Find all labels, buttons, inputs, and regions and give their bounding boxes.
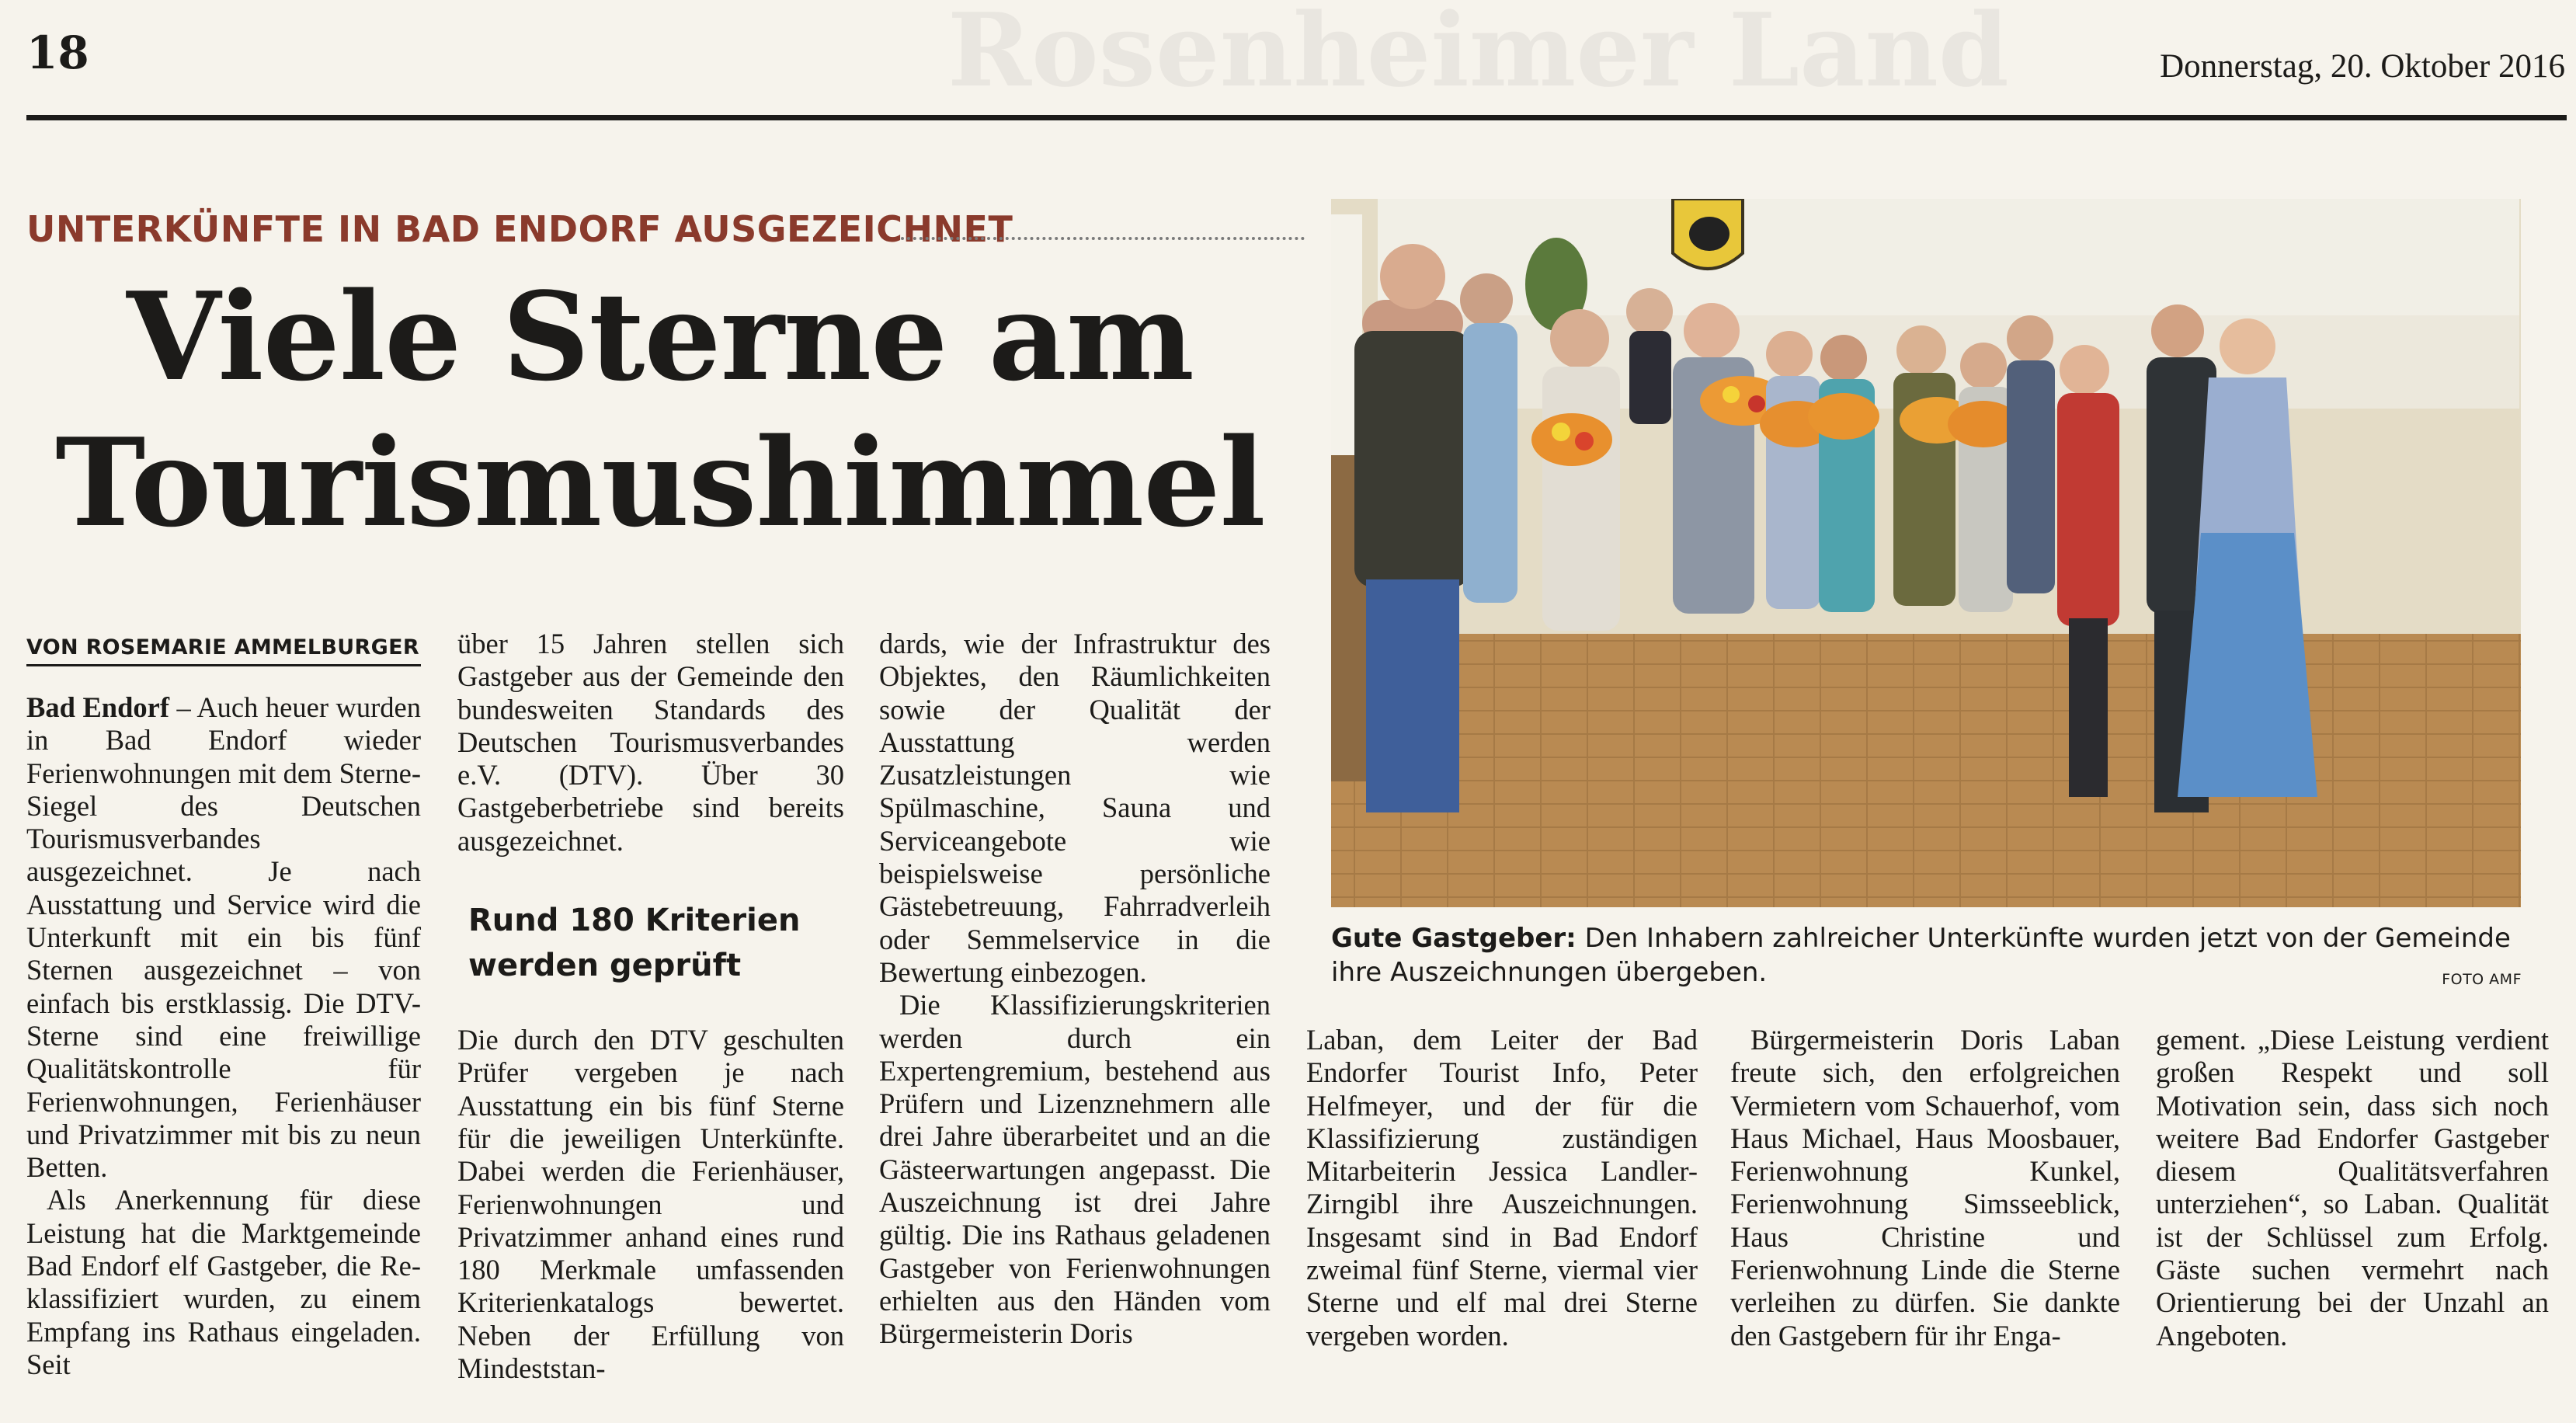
paragraph: gement. „Diese Leistung verdient großen Respekt und soll Motivation sein, dass sich noch weitere Bad Endorfer Gastgeber diesem Qualitätsverfahren unterziehen“, so Laban. Qualität ist der Schlüssel zum Erfolg. Gäste suchen vermehrt nach Orientierung bei der Unzahl an Angeboten.	[2156, 1024, 2549, 1352]
article-subhead: Rund 180 Kriterien werden geprüft	[468, 903, 801, 984]
headline-line-2: Tourismushimmel	[55, 412, 1265, 554]
text-column-4	[1306, 1024, 1698, 1352]
paragraph: über 15 Jahren stellen sich Gastgeber aus der Gemeinde den bundesweiten Standards des Deutschen Tourismusverbandes e.V. (DTV). Über 30 Gastgeberbetriebe sind bereits ausgezeichnet.	[457, 628, 844, 857]
text-column-2	[457, 628, 844, 1385]
text-column-5	[1730, 1024, 2120, 1352]
issue-date: Donnerstag, 20. Oktober 2016	[2160, 48, 2565, 85]
caption-text: Den Inhabern zahlreicher Unterkünfte wurden jetzt von der Gemeinde ihre Auszeichnungen übergeben.	[1331, 923, 2511, 988]
photo-credit: FOTO AMF	[2442, 971, 2522, 988]
headline-line-1: Viele Sterne am	[127, 266, 1194, 408]
header-rule	[26, 115, 2567, 120]
paragraph: Als Anerkennung für diese Leistung hat die Marktgemeinde Bad Endorf elf Gastgeber, die Re-klassifiziert wurden, zu einem Empfang ins Rathaus eingeladen. Seit	[26, 1184, 421, 1380]
lead-place: Bad Endorf	[26, 691, 169, 723]
text-column-6	[2156, 1024, 2549, 1352]
paragraph: Die Klassifizierungskriterien werden durch ein Expertengremium, bestehend aus Prüfern und Lizenznehmern alle drei Jahre überarbeitet und an die Gästeerwartungen angepasst. Die Auszeichnung ist drei Jahre gültig. Die ins Rathaus geladenen Gastgeber von Ferienwohnungen erhielten aus den Händen vom Bürgermeisterin Doris	[879, 989, 1271, 1350]
kicker-dotted-line	[901, 237, 1305, 240]
page-number: 18	[26, 26, 89, 79]
paragraph	[26, 691, 421, 1184]
article-kicker: UNTERKÜNFTE IN BAD ENDORF AUSGEZEICHNET	[26, 208, 1013, 250]
bleed-through-text: Rosenheimer Land	[947, 0, 2009, 110]
article-headline	[23, 264, 1297, 556]
paragraph-text: – Auch heuer wurden in Bad Endorf wieder Ferienwohnungen mit dem Sterne-Siegel des Deutschen Tourismusverbandes ausgezeichnet. Je nach Ausstattung und Service wird die Unterkunft mit ein bis fünf Sternen ausgezeichnet – von einfach bis erstklassig. Die DTV-Sterne sind eine freiwillige Qualitätskontrolle für Ferienwohnungen, Ferienhäuser und Privatzimmer mit bis zu neun Betten.	[26, 691, 421, 1184]
paragraph: Bürgermeisterin Doris Laban freute sich, den erfolgreichen Vermietern vom Schauerhof, vom Haus Michael, Haus Moosbauer, Ferienwohnung Kunkel, Ferienwohnung Simsseeblick, Haus Christine und Ferienwohnung Linde die Sterne verleihen zu dürfen. Sie dankte den Gastgebern für ihr Enga-	[1730, 1024, 2120, 1352]
article-byline: VON ROSEMARIE AMMELBURGER	[26, 635, 421, 666]
paragraph: Laban, dem Leiter der Bad Endorfer Tourist Info, Peter Helfmeyer, und der für die Klassifizierung zuständigen Mitarbeiterin Jessica Landler-Zirngibl ihre Auszeichnungen. Insgesamt sind in Bad Endorf zweimal fünf Sterne, viermal vier Sterne und elf mal drei Sterne vergeben worden.	[1306, 1024, 1698, 1352]
text-column-3	[879, 628, 1271, 1351]
paragraph: Die durch den DTV geschulten Prüfer vergeben je nach Ausstattung ein bis fünf Sterne für die jeweiligen Unterkünfte. Dabei werden die Ferienhäuser, Ferienwohnungen und Privatzimmer anhand eines rund 180 Merkmale umfassenden Kriterienkatalogs bewertet. Neben der Erfüllung von Mindeststan-	[457, 1024, 844, 1385]
text-column-1	[26, 691, 421, 1381]
caption-lead: Gute Gastgeber:	[1331, 923, 1577, 954]
paragraph: dards, wie der Infrastruktur des Objektes, den Räumlichkeiten sowie der Qualität der Ausstattung werden Zusatzleistungen wie Spülmaschine, Sauna und Serviceangebote wie beispielsweise persönliche Gästebetreuung, Fahrradverleih oder Semmelservice in die Bewertung einbezogen.	[879, 628, 1271, 988]
group-photo	[1331, 199, 2521, 907]
photo-caption	[1331, 921, 2519, 990]
